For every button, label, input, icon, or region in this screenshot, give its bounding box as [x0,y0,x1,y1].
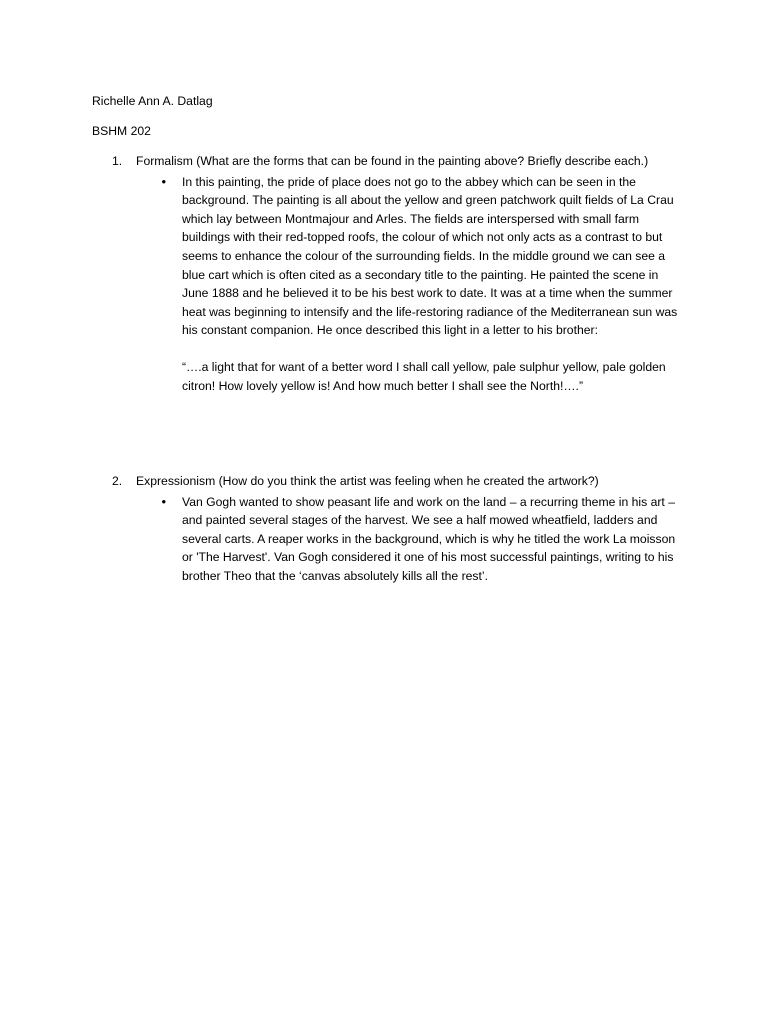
bullet-icon: • [161,173,166,189]
question-1-quote: “….a light that for want of a better word I shall call yellow, pale sulphur yellow, pale golden citron! How lovely yellow is! And how much better I shall see the North!….” [182,359,666,393]
question-2-prompt: Expressionism (How do you think the artist was feeling when he created the artwork?) [136,474,599,488]
question-2-heading [92,472,692,491]
question-2 [92,472,692,586]
question-2-answer: Van Gogh wanted to show peasant life and work on the land – a recurring theme in his art – and painted several stages of the harvest. We see a half mowed wheatfield, ladders and several carts. A reaper works in the background, which is why he titled the work La moisson or 'The Harvest'. Van Gogh considered it one of his most successful paintings, writing to his brother Theo that the ‘canvas absolutely kills all the rest’. [182,494,676,583]
question-1-answer: In this painting, the pride of place does not go to the abbey which can be seen in the background. The painting is all about the yellow and green patchwork quilt fields of La Crau which lay between Montmajour and Arles. The fields are interspersed with small farm buildings with their red-topped roofs, the colour of which not only acts as a contrast to but seems to enhance the colour of the surrounding fields. In the middle ground we can see a blue cart which is often cited as a secondary title to the painting. He painted the scene in June 1888 and he believed it to be his best work to date. It was at a time when the summer heat was beginning to intensify and the life-restoring radiance of the Mediterranean sun was his constant companion. He once described this light in a letter to his brother: [182,174,678,338]
author-name: Richelle Ann A. Datlag [92,94,213,108]
question-1-answer-item [92,173,692,396]
question-1-number-wrap [92,152,136,171]
question-1 [92,152,692,395]
question-1-answer-block [182,173,678,396]
question-2-number-wrap [92,472,136,491]
question-2-number: 2. [112,474,123,488]
question-1-number: 1. [112,154,123,168]
bullet-icon: • [161,493,166,509]
question-1-heading [92,152,692,171]
question-2-answer-item [92,493,692,586]
course-code: BSHM 202 [92,124,151,138]
question-1-prompt: Formalism (What are the forms that can be found in the painting above? Briefly describe each.) [136,154,649,168]
